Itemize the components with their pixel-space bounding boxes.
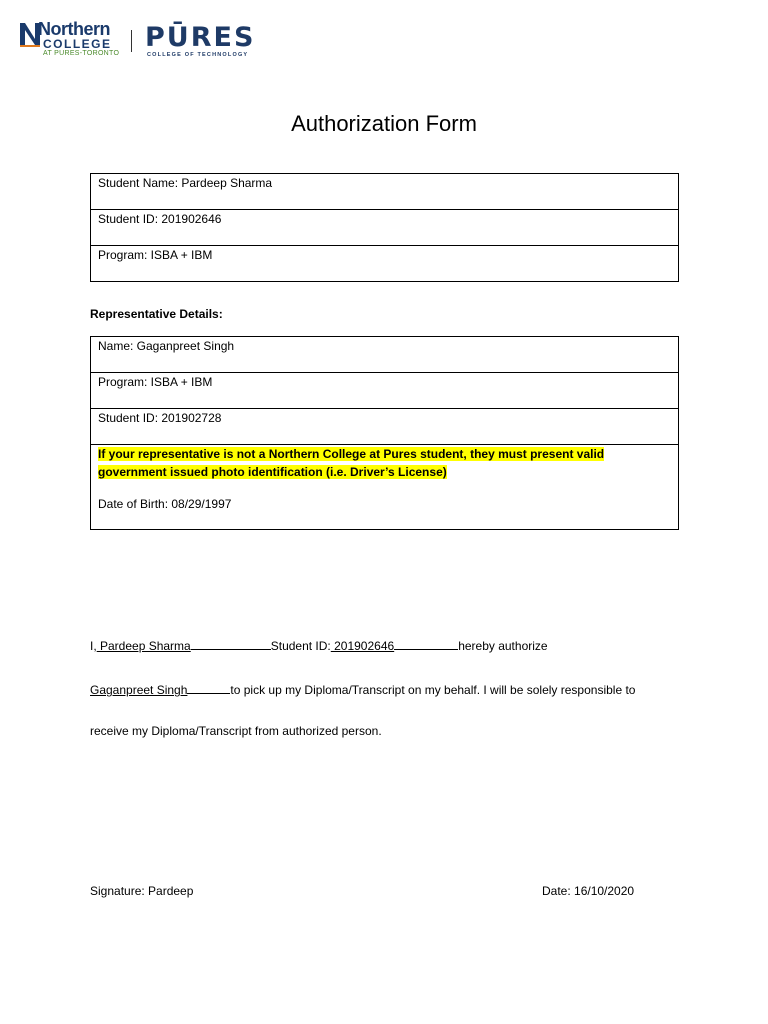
rep-id-cell: Student ID: 201902728 <box>91 409 679 445</box>
statement-hereby: hereby authorize <box>458 639 548 653</box>
signature-text: Signature: Pardeep <box>90 884 194 898</box>
statement-student-id: 201902646 <box>330 639 395 653</box>
table-row <box>91 409 679 445</box>
student-id-cell: Student ID: 201902646 <box>91 210 679 246</box>
id-requirement-note-line1: If your representative is not a Northern College at Pures student, they must present valid <box>98 447 605 461</box>
statement-line2-rest: to pick up my Diploma/Transcript on my behalf. I will be solely responsible to <box>230 683 636 697</box>
representative-heading: Representative Details: <box>90 307 223 321</box>
logo-northern-text: Northern <box>38 19 110 39</box>
logo-pures-text: PŪRES <box>145 22 256 53</box>
northern-college-logo <box>19 19 119 61</box>
date-text: Date: 16/10/2020 <box>542 884 635 898</box>
table-row <box>91 337 679 373</box>
statement-student-id-label: Student ID: <box>270 639 331 653</box>
rep-note-cell <box>91 445 679 530</box>
statement-line-1 <box>90 637 548 653</box>
table-row <box>91 174 679 210</box>
statement-blank-3 <box>187 681 230 694</box>
table-row <box>91 210 679 246</box>
logo-pures-tagline: COLLEGE OF TECHNOLOGY <box>147 52 249 58</box>
statement-line-3: receive my Diploma/Transcript from authorized person. <box>90 724 382 738</box>
statement-i-prefix: I, <box>90 639 97 653</box>
table-row <box>91 246 679 282</box>
statement-blank-1 <box>191 637 271 650</box>
logo-subtitle-text: AT PURES-TORONTO <box>43 50 120 57</box>
table-row <box>91 373 679 409</box>
rep-program-cell: Program: ISBA + IBM <box>91 373 679 409</box>
student-details-table <box>90 173 679 282</box>
table-row <box>91 445 679 530</box>
id-requirement-note-line2: government issued photo identification (i.e. Driver’s License) <box>98 465 447 479</box>
statement-student-name: Pardeep Sharma <box>96 639 191 653</box>
representative-details-table <box>90 336 679 530</box>
statement-rep-name: Gaganpreet Singh <box>90 683 188 697</box>
student-program-cell: Program: ISBA + IBM <box>91 246 679 282</box>
logo-college-text: COLLEGE <box>43 37 112 51</box>
student-name-cell: Student Name: Pardeep Sharma <box>91 174 679 210</box>
page-title: Authorization Form <box>291 111 477 136</box>
statement-blank-2 <box>394 637 458 650</box>
rep-name-cell: Name: Gaganpreet Singh <box>91 337 679 373</box>
rep-dob: Date of Birth: 08/29/1997 <box>98 497 232 511</box>
pures-logo <box>145 14 255 60</box>
statement-line-2 <box>90 681 635 697</box>
logo-divider <box>131 30 132 52</box>
